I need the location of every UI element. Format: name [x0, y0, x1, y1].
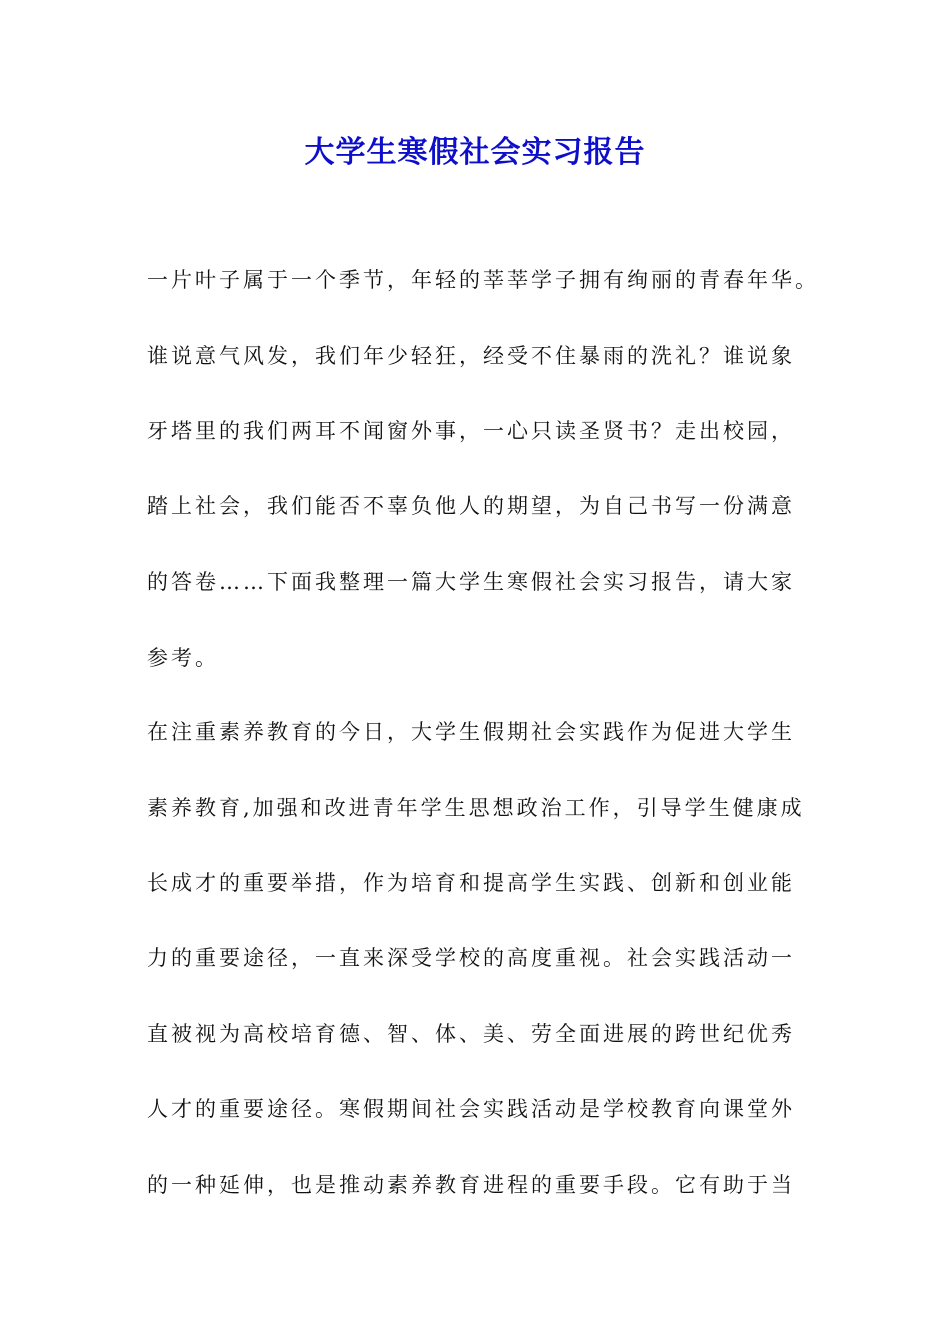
paragraph-line: 的一种延伸，也是推动素养教育进程的重要手段。它有助于当 — [147, 1173, 795, 1197]
paragraph-line: 参考。 — [147, 646, 219, 670]
paragraph-line: 人才的重要途径。寒假期间社会实践活动是学校教育向课堂外 — [147, 1097, 795, 1121]
paragraph-line: 牙塔里的我们两耳不闻窗外事，一心只读圣贤书？走出校园， — [147, 419, 795, 443]
document-title: 大学生寒假社会实习报告 — [304, 135, 646, 170]
paragraph-line: 力的重要途径，一直来深受学校的高度重视。社会实践活动一 — [147, 946, 795, 970]
paragraph-line: 的答卷……下面我整理一篇大学生寒假社会实习报告，请大家 — [147, 570, 795, 594]
paragraph-line: 一片叶子属于一个季节，年轻的莘莘学子拥有绚丽的青春年华。 — [147, 268, 819, 292]
paragraph-line: 在注重素养教育的今日，大学生假期社会实践作为促进大学生 — [147, 720, 795, 744]
paragraph-line: 素养教育,加强和改进青年学生思想政治工作，引导学生健康成 — [147, 796, 805, 820]
paragraph-line: 谁说意气风发，我们年少轻狂，经受不住暴雨的洗礼？谁说象 — [147, 344, 795, 368]
paragraph-line: 踏上社会，我们能否不辜负他人的期望，为自己书写一份满意 — [147, 494, 795, 518]
paragraph-line: 长成才的重要举措，作为培育和提高学生实践、创新和创业能 — [147, 871, 795, 895]
paragraph-line: 直被视为高校培育德、智、体、美、劳全面进展的跨世纪优秀 — [147, 1022, 795, 1046]
